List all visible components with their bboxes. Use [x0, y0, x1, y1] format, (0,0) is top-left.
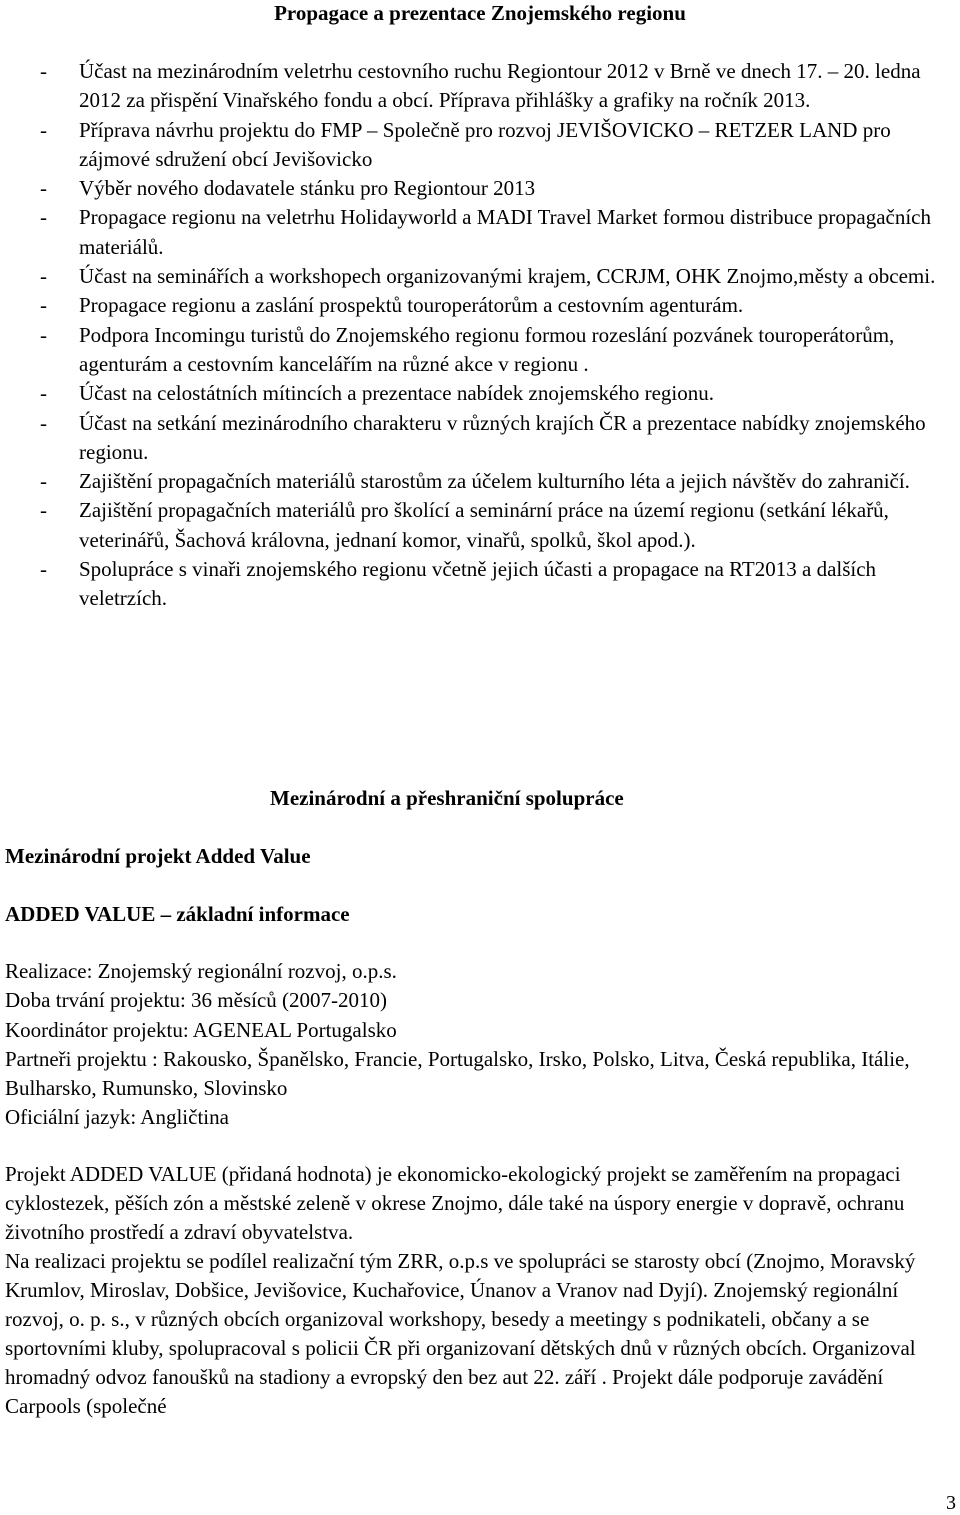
paragraph: Projekt ADDED VALUE (přidaná hodnota) je ekonomicko-ekologický projekt se zaměřením na propagaci cyklostezek, pěších zón a městské zeleně v okrese Znojmo, dále také na úspory energie v dopravě, ochranu životního prostředí a zdraví obyvatelstva. [5, 1162, 905, 1244]
list-item-text: Propagace regionu a zaslání prospektů touroperátorům a cestovním agenturám. [79, 293, 744, 318]
list-item-text: Podpora Incomingu turistů do Znojemského regionu formou rozeslání pozvánek touroperátorům, agenturám a cestovním kancelářím na různé akce v regionu . [79, 322, 895, 376]
list-item [40, 291, 960, 320]
list-item-text: Zajištění propagačních materiálů starostům za účelem kulturního léta a jejich návštěv do zahraničí. [79, 469, 910, 494]
page-number: 3 [946, 1492, 956, 1514]
list-item [40, 409, 960, 468]
bullet-dash: - [40, 59, 47, 83]
project-heading: Mezinárodní projekt Added Value [5, 844, 311, 868]
bullet-dash: - [40, 176, 47, 201]
list-item [40, 321, 960, 380]
activities-list [40, 57, 960, 614]
list-item [40, 555, 960, 614]
list-item [40, 262, 960, 291]
list-item-text: Zajištění propagačních materiálů pro školící a seminární práce na území regionu (setkání lékařů, veterinářů, Šachová královna, jednaní komor, vinařů, spolků, škol apod.). [79, 498, 889, 552]
list-item [40, 467, 960, 496]
bullet-dash: - [40, 322, 47, 347]
list-item-text: Propagace regionu na veletrhu Holidayworld a MADI Travel Market formou distribuce propagačních materiálů. [79, 205, 932, 259]
list-item [40, 116, 960, 175]
bullet-dash: - [40, 557, 47, 582]
info-line-doba-trvani: Doba trvání projektu: 36 měsíců (2007-2010) [5, 988, 387, 1013]
info-line-koordinator: Koordinátor projektu: AGENEAL Portugalsko [5, 1017, 397, 1042]
paragraph: Na realizaci projektu se podílel realizační tým ZRR, o.p.s ve spolupráci se starosty obcí (Znojmo, Moravský Krumlov, Miroslav, Dobšice, Jevišovice, Kuchařovice, Únanov a Vranov nad Dyjí). Znojemský regionální rozvoj, o. p. s., v různých obcích organizoval workshopy, besedy a meetingy s podnikateli, občany a se sportovními kluby, spolupracoval s policii ČR při organizovaní dětských dnů v různých obcích. Organizoval hromadný odvoz fanoušků na stadiony a evropský den bez aut 22. září . Projekt dále podporuje zavádění Carpools (společné [5, 1249, 916, 1418]
info-line-partneri: Partneři projektu : Rakousko, Španělsko, Francie, Portugalsko, Irsko, Polsko, Litva, Česká republika, Itálie, Bulharsko, Rumunsko, Slovinsko [5, 1046, 910, 1101]
list-item-text: Účast na setkání mezinárodního charakteru v různých krajích ČR a prezentace nabídky znojemského regionu. [79, 410, 926, 464]
bullet-dash: - [40, 469, 47, 494]
list-item [40, 496, 960, 555]
project-description [5, 1160, 957, 1421]
bullet-dash: - [40, 293, 47, 318]
bullet-dash: - [40, 117, 47, 142]
bullet-dash: - [40, 381, 47, 406]
info-heading: ADDED VALUE – základní informace [5, 902, 350, 926]
list-item [40, 379, 960, 408]
list-item-text: Účast na celostátních mítincích a prezentace nabídek znojemského regionu. [79, 381, 714, 406]
project-info [5, 957, 955, 1133]
list-item-text: Spolupráce s vinaři znojemského regionu včetně jejich účasti a propagace na RT2013 a dalších veletrzích. [79, 557, 877, 611]
bullet-dash: - [40, 498, 47, 523]
list-item-text: Účast na seminářích a workshopech organizovanými krajem, CCRJM, OHK Znojmo,městy a obcemi. [79, 264, 936, 289]
info-line-jazyk: Oficiální jazyk: Angličtina [5, 1105, 229, 1130]
list-item-text: Výběr nového dodavatele stánku pro Regiontour 2013 [79, 176, 536, 201]
list-item [40, 203, 960, 262]
list-item-text: Příprava návrhu projektu do FMP – Společně pro rozvoj JEVIŠOVICKO – RETZER LAND pro zájmové sdružení obcí Jevišovicko [79, 117, 891, 171]
list-item [40, 174, 960, 203]
info-line-realizace: Realizace: Znojemský regionální rozvoj, o.p.s. [5, 959, 397, 983]
bullet-dash: - [40, 264, 47, 289]
bullet-dash: - [40, 410, 47, 435]
section-heading: Mezinárodní a přeshraniční spolupráce [270, 786, 624, 810]
list-item-text: Účast na mezinárodním veletrhu cestovního ruchu Regiontour 2012 v Brně ve dnech 17. – 20. ledna 2012 za přispění Vinařského fondu a obcí. Příprava přihlášky a grafiky na ročník 2013. [79, 59, 921, 113]
bullet-dash: - [40, 205, 47, 230]
page-title: Propagace a prezentace Znojemského regionu [274, 1, 686, 25]
list-item [40, 57, 960, 116]
